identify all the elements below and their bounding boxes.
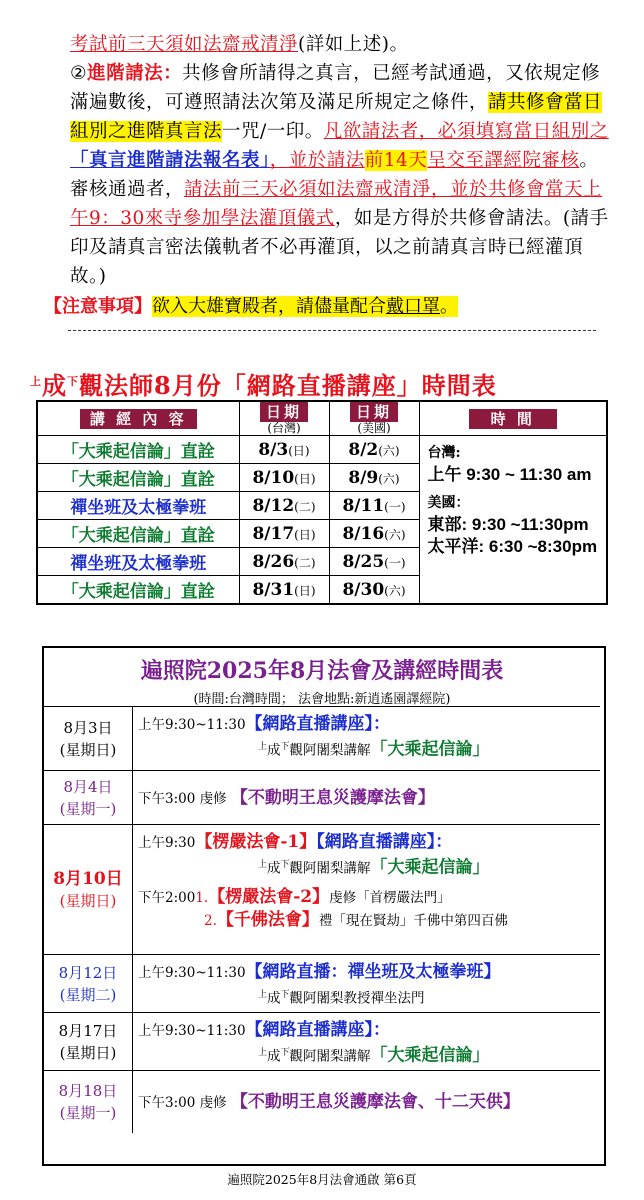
date-tw: 8/12 — [252, 495, 295, 516]
sup-up: 上 — [258, 742, 268, 752]
notice-text-a: 欲入大雄寶殿者，請儘量配合 — [152, 296, 386, 317]
header-date-tw — [239, 401, 329, 436]
item2-days: 前14天 — [364, 150, 428, 171]
row-content: 「大乘起信論」直詮 — [37, 520, 239, 548]
date-tw: 8/26 — [252, 551, 295, 572]
item2-red-1: 凡欲請法者，必須填寫當日組別之 — [323, 121, 609, 142]
date-tw: 8/10 — [252, 467, 295, 488]
sutra-title: 「大乘起信論」 — [370, 739, 490, 760]
day-us: (六) — [384, 527, 406, 542]
teacher-text: 觀阿闍梨講解 — [289, 1048, 371, 1065]
event-time: 上午9:30~11:30 — [138, 717, 246, 733]
row-content: 「大乘起信論」直詮 — [37, 436, 239, 464]
intro-section — [70, 30, 615, 291]
title-sup-down: 下 — [67, 375, 79, 388]
title-char: 成 — [42, 371, 67, 400]
dharma-date — [44, 1013, 133, 1071]
event-time: 上午9:30 — [138, 835, 196, 851]
divider — [68, 330, 596, 331]
event-time: 下午3:00 虔修 — [138, 1095, 227, 1111]
item2-highlight: 請共修會當日組別之進階真言法 — [70, 92, 603, 142]
date-us: 8/30 — [342, 579, 385, 600]
header-date-tw-label: 日期 — [260, 402, 308, 422]
row-date-us — [329, 436, 419, 464]
date-text: 8月17日 — [58, 1022, 118, 1040]
item2-form-name: 「真言進階請法報名表」 — [70, 150, 270, 171]
date-tw: 8/31 — [252, 579, 295, 600]
date-text: 8月3日 — [63, 719, 113, 737]
row-date-us — [329, 520, 419, 548]
date-tw: 8/3 — [258, 439, 289, 460]
sup-up: 上 — [258, 990, 268, 1000]
day-text: (星期日) — [59, 892, 117, 910]
notice-text-b: 。 — [440, 296, 458, 317]
header-date-us-sub: (美國) — [357, 421, 391, 435]
teacher-char: 成 — [267, 742, 281, 759]
dharma-row — [44, 706, 600, 771]
item2-text-b: 一咒/一印。 — [222, 121, 324, 142]
date-text: 8月4日 — [63, 778, 113, 796]
title-sup-up: 上 — [30, 375, 42, 388]
day-text: (星期一) — [59, 800, 117, 818]
row-date-us — [329, 576, 419, 605]
table-header-row — [37, 401, 607, 436]
item2-text-c: 。審核通過者， — [70, 150, 599, 200]
row-content: 「大乘起信論」直詮 — [37, 576, 239, 605]
item2-text-a: 共修會所請得之真言，已經考試通過，又依規定修滿遍數後，可遵照請法次第及滿足所規定之條件， — [70, 63, 601, 113]
day-tw: (二) — [294, 499, 316, 514]
sutra-title: 「大乘起信論」 — [370, 857, 490, 878]
dharma-row — [44, 954, 600, 1013]
date-us: 8/16 — [342, 523, 385, 544]
dharma-schedule-subtitle: (時間:台灣時間； 法會地點:新逍遙園譯經院) — [193, 692, 451, 707]
notice-label: 【注意事項】 — [44, 296, 152, 317]
event-time: 下午3:00 虔修 — [138, 791, 227, 807]
teacher-char: 成 — [267, 860, 281, 877]
row-content: 禪坐班及太極拳班 — [37, 492, 239, 520]
item2-text-d: ，如是方得於共修會請法。(請手印及請真言密法儀軌者不必再灌頂，以之前請真言時已經灌頂故。) — [70, 208, 609, 287]
row-content: 「大乘起信論」直詮 — [37, 464, 239, 492]
event-name: 【不動明王息災護摩法會】 — [230, 788, 435, 808]
day-text: (星期日) — [59, 1044, 117, 1062]
header-time-label: 時 間 — [469, 409, 557, 429]
date-us: 8/9 — [348, 467, 379, 488]
notice-mask: 戴口罩 — [386, 296, 440, 317]
event-name: 【不動明王息災護摩法會、十二天供】 — [230, 1092, 520, 1112]
date-text: 8月18日 — [58, 1082, 118, 1100]
day-text: (星期一) — [59, 1104, 117, 1122]
dharma-content — [138, 831, 598, 932]
event-time: 上午9:30~11:30 — [138, 965, 246, 981]
sutra-title: 「大乘起信論」 — [370, 1045, 490, 1066]
us-label: 美國： — [427, 495, 470, 511]
header-content-label: 講 經 內 容 — [80, 409, 197, 429]
dharma-row — [44, 1070, 600, 1133]
event-name-b: 【網路直播講座】： — [316, 832, 453, 852]
dharma-row — [44, 1012, 600, 1071]
header-time — [419, 401, 607, 436]
header-date-tw-sub: (台灣) — [267, 421, 301, 435]
day-tw: (日) — [294, 471, 316, 486]
sup-down: 下 — [280, 1048, 290, 1058]
dharma-row — [44, 824, 600, 955]
title-rest: 觀法師8月份「網路直播講座」時間表 — [79, 371, 497, 400]
row-date-us — [329, 464, 419, 492]
day-us: (六) — [378, 443, 400, 458]
tw-time: 上午 9:30 ~ 11:30 am — [427, 465, 592, 484]
header-date-us — [329, 401, 419, 436]
dharma-date — [44, 771, 133, 825]
event-time-2: 下午2:00 — [138, 889, 196, 906]
event-name: 【網路直播講座】： — [245, 1020, 391, 1040]
item2-heading: 進階請法： — [87, 63, 183, 84]
sup-down: 下 — [280, 742, 290, 752]
dharma-schedule-title: 遍照院2025年8月法會及講經時間表 — [140, 658, 504, 684]
event-desc: 虔修「首楞嚴法門」 — [329, 889, 451, 906]
us-pacific-time: 太平洋: 6:30 ~8:30pm — [427, 537, 598, 556]
event-desc-2: 禮「現在賢劫」千佛中第四百佛 — [318, 912, 508, 929]
date-us: 8/11 — [342, 495, 385, 516]
teacher-char: 成 — [267, 1048, 281, 1065]
teacher-text: 觀阿闍梨講解 — [289, 742, 371, 759]
teacher-text: 觀阿闍梨教授禪坐法門 — [289, 990, 425, 1007]
live-schedule-table — [36, 400, 608, 605]
day-us: (六) — [384, 583, 406, 598]
row-date-us — [329, 548, 419, 576]
event-name-d: 【千佛法會】 — [216, 909, 319, 930]
page-footer: 遍照院2025年8月法會通啟 第6頁 — [227, 1172, 417, 1187]
dharma-content — [138, 713, 598, 762]
dharma-date — [44, 707, 133, 771]
live-schedule-title — [30, 366, 614, 401]
dharma-date — [44, 825, 133, 955]
header-date-us-label: 日期 — [350, 402, 398, 422]
sup-up: 上 — [258, 1048, 268, 1058]
dharma-content — [138, 787, 598, 810]
event-name: 【網路直播講座】： — [245, 714, 391, 734]
sup-up: 上 — [258, 860, 268, 870]
header-content — [37, 401, 239, 436]
teacher-text: 觀阿闍梨講解 — [289, 860, 371, 877]
day-us: (一) — [384, 499, 406, 514]
notice — [44, 292, 458, 318]
dharma-content — [138, 1019, 598, 1068]
day-tw: (日) — [288, 443, 310, 458]
dharma-date — [44, 955, 133, 1013]
row-date-tw — [239, 464, 329, 492]
intro-line1-rest: (詳如上述)。 — [298, 34, 409, 55]
row-date-tw — [239, 576, 329, 605]
dharma-content — [138, 961, 598, 1010]
item2-number: ② — [70, 63, 88, 84]
event-num: 1. — [195, 889, 209, 906]
row-date-tw — [239, 520, 329, 548]
sup-down: 下 — [280, 860, 290, 870]
item2-red-2: ，並於請法 — [269, 150, 365, 171]
date-text: 8月12日 — [58, 964, 118, 982]
time-info — [419, 436, 607, 605]
day-tw: (二) — [294, 555, 316, 570]
item2-red-4: 請法前三天必須如法齋戒清淨，並於共修會當天上午9：30來寺參加學法灌頂儀式 — [70, 179, 603, 229]
event-name-c: 【楞嚴法會-2】 — [208, 886, 330, 907]
dharma-date — [44, 1071, 133, 1133]
sup-down: 下 — [280, 990, 290, 1000]
row-date-tw — [239, 436, 329, 464]
event-num-2: 2. — [204, 912, 217, 929]
date-us: 8/2 — [348, 439, 379, 460]
tw-label: 台灣: — [427, 445, 461, 461]
item2-red-3: 呈交至譯經院審核 — [427, 150, 580, 171]
day-text: (星期日) — [59, 741, 117, 759]
us-east-time: 東部: 9:30 ~11:30pm — [427, 515, 589, 534]
teacher-char: 成 — [267, 990, 281, 1007]
row-date-tw — [239, 492, 329, 520]
schedule-row — [37, 436, 607, 464]
event-time: 上午9:30~11:30 — [138, 1023, 246, 1039]
day-text: (星期二) — [59, 986, 117, 1004]
event-name: 【網路直播：禪坐班及太極拳班】 — [245, 962, 501, 982]
date-us: 8/25 — [342, 551, 385, 572]
event-name-a: 【楞嚴法會-1】 — [195, 832, 317, 852]
day-us: (六) — [378, 471, 400, 486]
date-text: 8月10日 — [53, 869, 123, 889]
day-us: (一) — [384, 555, 406, 570]
dharma-content — [138, 1091, 598, 1114]
row-content: 禪坐班及太極拳班 — [37, 548, 239, 576]
dharma-row — [44, 770, 600, 825]
date-tw: 8/17 — [252, 523, 295, 544]
intro-line1-red: 考試前三天須如法齋戒清淨 — [70, 34, 299, 55]
row-date-tw — [239, 548, 329, 576]
day-tw: (日) — [294, 583, 316, 598]
row-date-us — [329, 492, 419, 520]
day-tw: (日) — [294, 527, 316, 542]
